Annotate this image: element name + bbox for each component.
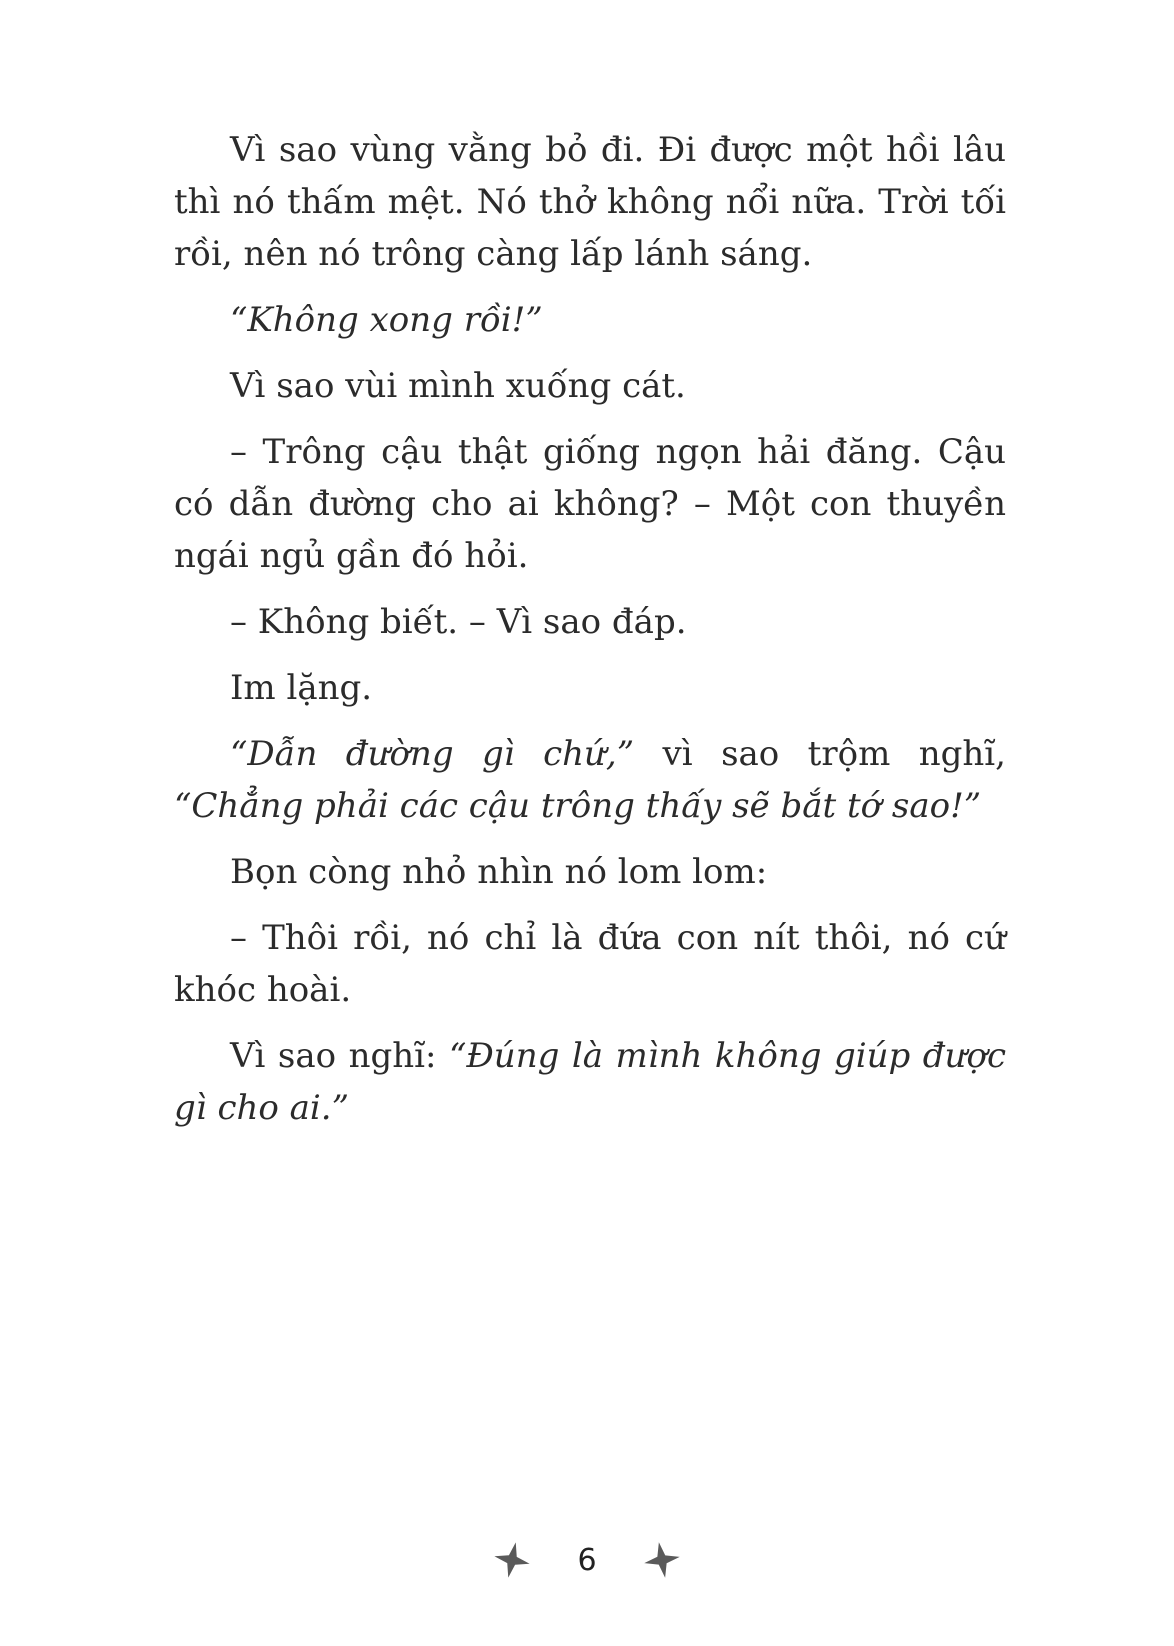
- italic-text-segment: “Đúng là mình không giúp được gì cho ai.”: [174, 1036, 1006, 1128]
- italic-text-segment: “Chẳng phải các cậu trông thấy sẽ bắt tớ sao!”: [174, 786, 982, 826]
- text-segment: Vì sao nghĩ:: [230, 1036, 449, 1076]
- page-number: 6: [577, 1542, 597, 1578]
- paragraph: [174, 846, 1006, 898]
- text-segment: Bọn còng nhỏ nhìn nó lom lom:: [230, 852, 768, 892]
- page-body: [174, 124, 1006, 1134]
- page-footer: [0, 1530, 1174, 1590]
- paragraph: [174, 662, 1006, 714]
- text-segment: Vì sao vùng vằng bỏ đi. Đi được một hồi lâu thì nó thấm mệt. Nó thở không nổi nữa. Trời tối rồi, nên nó trông càng lấp lánh sáng.: [174, 130, 1006, 274]
- paragraph: [174, 426, 1006, 582]
- star-icon: [642, 1540, 682, 1580]
- italic-text-segment: “Dẫn đường gì chứ,”: [230, 734, 635, 774]
- paragraph: [174, 728, 1006, 832]
- text-segment: Im lặng.: [230, 668, 373, 708]
- text-segment: – Không biết. – Vì sao đáp.: [230, 602, 687, 642]
- paragraph: [174, 912, 1006, 1016]
- text-segment: vì sao trộm nghĩ,: [634, 734, 1006, 774]
- text-segment: – Thôi rồi, nó chỉ là đứa con nít thôi, nó cứ khóc hoài.: [174, 918, 1006, 1010]
- paragraph: [174, 596, 1006, 648]
- paragraph: [174, 1030, 1006, 1134]
- paragraph: [174, 294, 1006, 346]
- text-segment: – Trông cậu thật giống ngọn hải đăng. Cậu có dẫn đường cho ai không? – Một con thuyền ngái ngủ gần đó hỏi.: [174, 432, 1006, 576]
- paragraph: [174, 360, 1006, 412]
- paragraph: [174, 124, 1006, 280]
- text-segment: Vì sao vùi mình xuống cát.: [230, 366, 686, 406]
- star-icon: [492, 1540, 532, 1580]
- italic-text-segment: “Không xong rồi!”: [230, 300, 543, 340]
